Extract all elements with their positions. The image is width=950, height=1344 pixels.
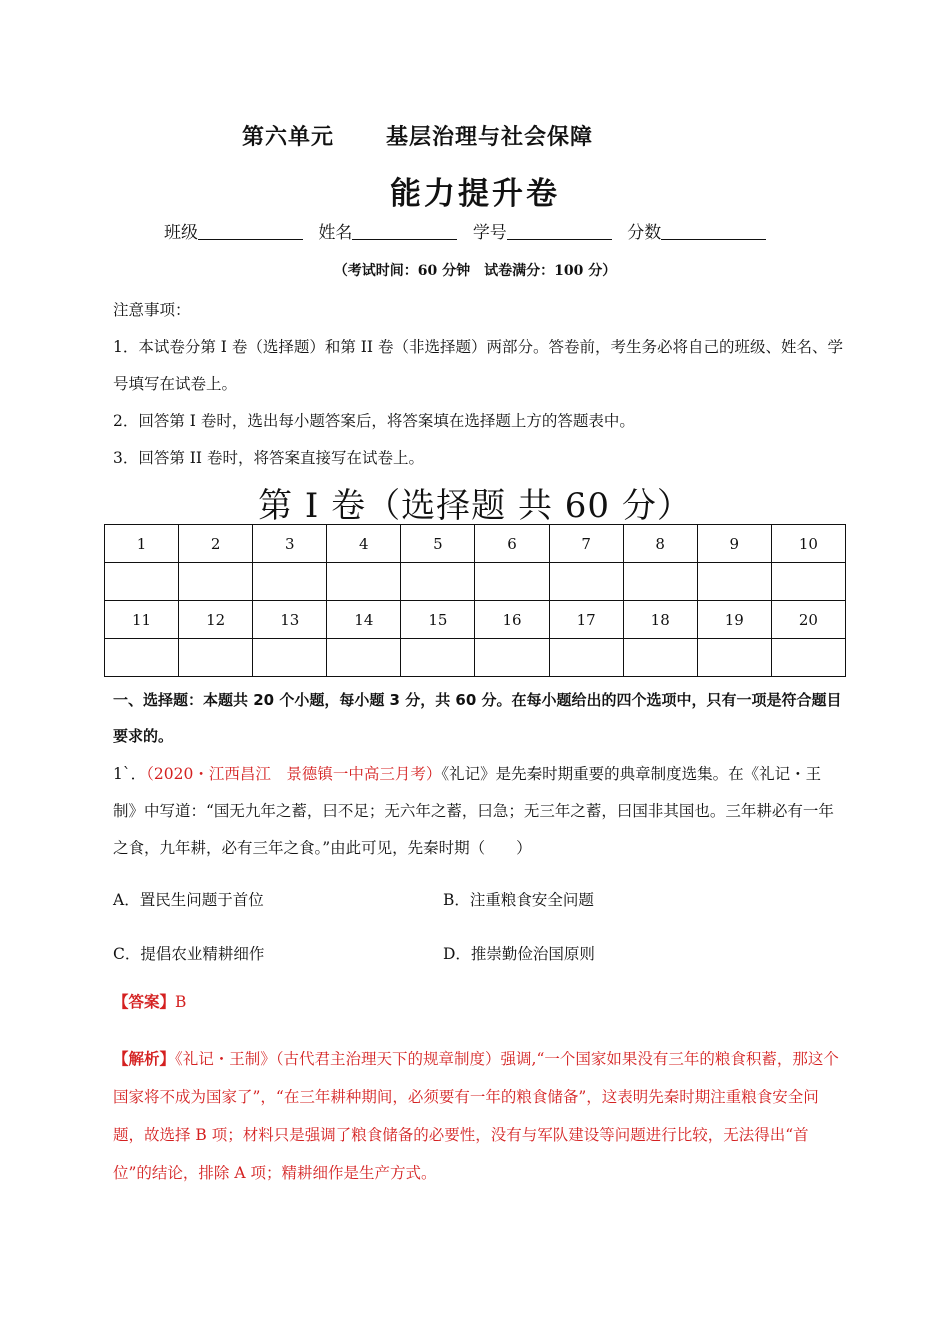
analysis-text: 《礼记・王制》（古代君主治理天下的规章制度）强调,“一个国家如果没有三年的粮食积蓄，那这个国家将不成为国家了”，“在三年耕种期间，必须要有一年的粮食储备”，这表明先秦时期注重粮食安全问题，故选择 B 项；材料只是强调了粮食储备的必要性，没有与军队建设等问题进行比较，无法得出“首位”的结论，排除 A 项；精耕细作是生产方式。 — [113, 1050, 839, 1182]
table-cell: 11 — [105, 601, 179, 639]
field-label-name: 姓名 — [318, 223, 353, 243]
question-source: （2020・江西昌江 景德镇一中高三月考） — [146, 765, 442, 783]
answer-cell[interactable] — [697, 639, 771, 677]
answer-table-blank-row — [105, 639, 846, 677]
answer-cell[interactable] — [179, 639, 253, 677]
answer-table-number-row — [105, 525, 846, 563]
table-cell: 13 — [253, 601, 327, 639]
table-cell: 14 — [327, 601, 401, 639]
answer-cell[interactable] — [105, 639, 179, 677]
answer-line — [113, 990, 186, 1012]
name-blank[interactable] — [352, 221, 457, 240]
answer-cell[interactable] — [475, 639, 549, 677]
answer-cell[interactable] — [327, 563, 401, 601]
table-cell: 18 — [623, 601, 697, 639]
answer-cell[interactable] — [549, 563, 623, 601]
answer-cell[interactable] — [401, 563, 475, 601]
field-label-id: 学号 — [472, 223, 507, 243]
answer-cell[interactable] — [327, 639, 401, 677]
option-b[interactable]: B．注重粮食安全问题 — [443, 891, 594, 909]
note-item: 2．回答第 I 卷时，选出每小题答案后，将答案填在选择题上方的答题表中。 — [113, 412, 635, 430]
table-cell: 7 — [549, 525, 623, 563]
answer-cell[interactable] — [179, 563, 253, 601]
table-cell: 3 — [253, 525, 327, 563]
table-cell: 10 — [771, 525, 845, 563]
table-cell: 2 — [179, 525, 253, 563]
class-blank[interactable] — [198, 221, 303, 240]
exam-info: （考试时间：60 分钟 试卷满分：100 分） — [333, 263, 617, 279]
question-1-stem — [113, 756, 843, 867]
option-a[interactable]: A．置民生问题于首位 — [113, 891, 264, 909]
question-number: 1`． — [113, 765, 147, 783]
answer-cell[interactable] — [475, 563, 549, 601]
question-section-intro: 一、选择题：本题共 20 个小题，每小题 3 分，共 60 分。在每小题给出的四个选项中，只有一项是符合题目要求的。 — [113, 691, 842, 745]
analysis — [113, 1040, 843, 1192]
table-cell: 16 — [475, 601, 549, 639]
notes-heading: 注意事项： — [113, 301, 191, 319]
unit-title — [242, 120, 593, 151]
answer-cell[interactable] — [771, 639, 845, 677]
table-cell: 1 — [105, 525, 179, 563]
table-cell: 17 — [549, 601, 623, 639]
answer-cell[interactable] — [253, 563, 327, 601]
table-cell: 19 — [697, 601, 771, 639]
section-title: 第 I 卷（选择题 共 60 分） — [258, 486, 692, 526]
field-label-score: 分数 — [627, 223, 662, 243]
paper-title: 能力提升卷 — [390, 176, 560, 212]
answer-cell[interactable] — [623, 639, 697, 677]
table-cell: 9 — [697, 525, 771, 563]
table-cell: 20 — [771, 601, 845, 639]
unit-label: 第六单元 — [242, 125, 335, 150]
field-label-class: 班级 — [164, 223, 198, 243]
table-cell: 8 — [623, 525, 697, 563]
option-d[interactable]: D．推崇勤俭治国原则 — [443, 945, 595, 963]
notes — [113, 292, 843, 477]
answer-table-number-row — [105, 601, 846, 639]
answer-cell[interactable] — [623, 563, 697, 601]
note-item: 1．本试卷分第 I 卷（选择题）和第 II 卷（非选择题）两部分。答卷前，考生务必将自己的班级、姓名、学号填写在试卷上。 — [113, 338, 843, 393]
unit-topic: 基层治理与社会保障 — [386, 125, 594, 150]
question-text: 《礼记》是先秦时期重要的典章制度选集。在《礼记・王制》中写道：“国无九年之蓄，曰不足；无六年之蓄，曰急；无三年之蓄，曰国非其国也。三年耕必有一年之食，九年耕，必有三年之食。”由此可见，先秦时期（ ） — [113, 765, 834, 857]
answer-cell[interactable] — [697, 563, 771, 601]
answer-cell[interactable] — [105, 563, 179, 601]
answer-value: B — [175, 993, 187, 1011]
table-cell: 5 — [401, 525, 475, 563]
table-cell: 12 — [179, 601, 253, 639]
answer-cell[interactable] — [771, 563, 845, 601]
id-blank[interactable] — [507, 221, 612, 240]
answer-cell[interactable] — [549, 639, 623, 677]
answer-table-blank-row — [105, 563, 846, 601]
table-cell: 15 — [401, 601, 475, 639]
table-cell: 4 — [327, 525, 401, 563]
score-blank[interactable] — [661, 221, 766, 240]
analysis-label: 【解析】 — [113, 1049, 176, 1068]
table-cell: 6 — [475, 525, 549, 563]
answer-label: 【答案】 — [113, 992, 176, 1011]
answer-cell[interactable] — [401, 639, 475, 677]
answer-cell[interactable] — [253, 639, 327, 677]
option-c[interactable]: C．提倡农业精耕细作 — [113, 945, 265, 963]
student-info-fields — [164, 218, 776, 243]
answer-table — [104, 524, 846, 677]
note-item: 3．回答第 II 卷时，将答案直接写在试卷上。 — [113, 449, 424, 467]
